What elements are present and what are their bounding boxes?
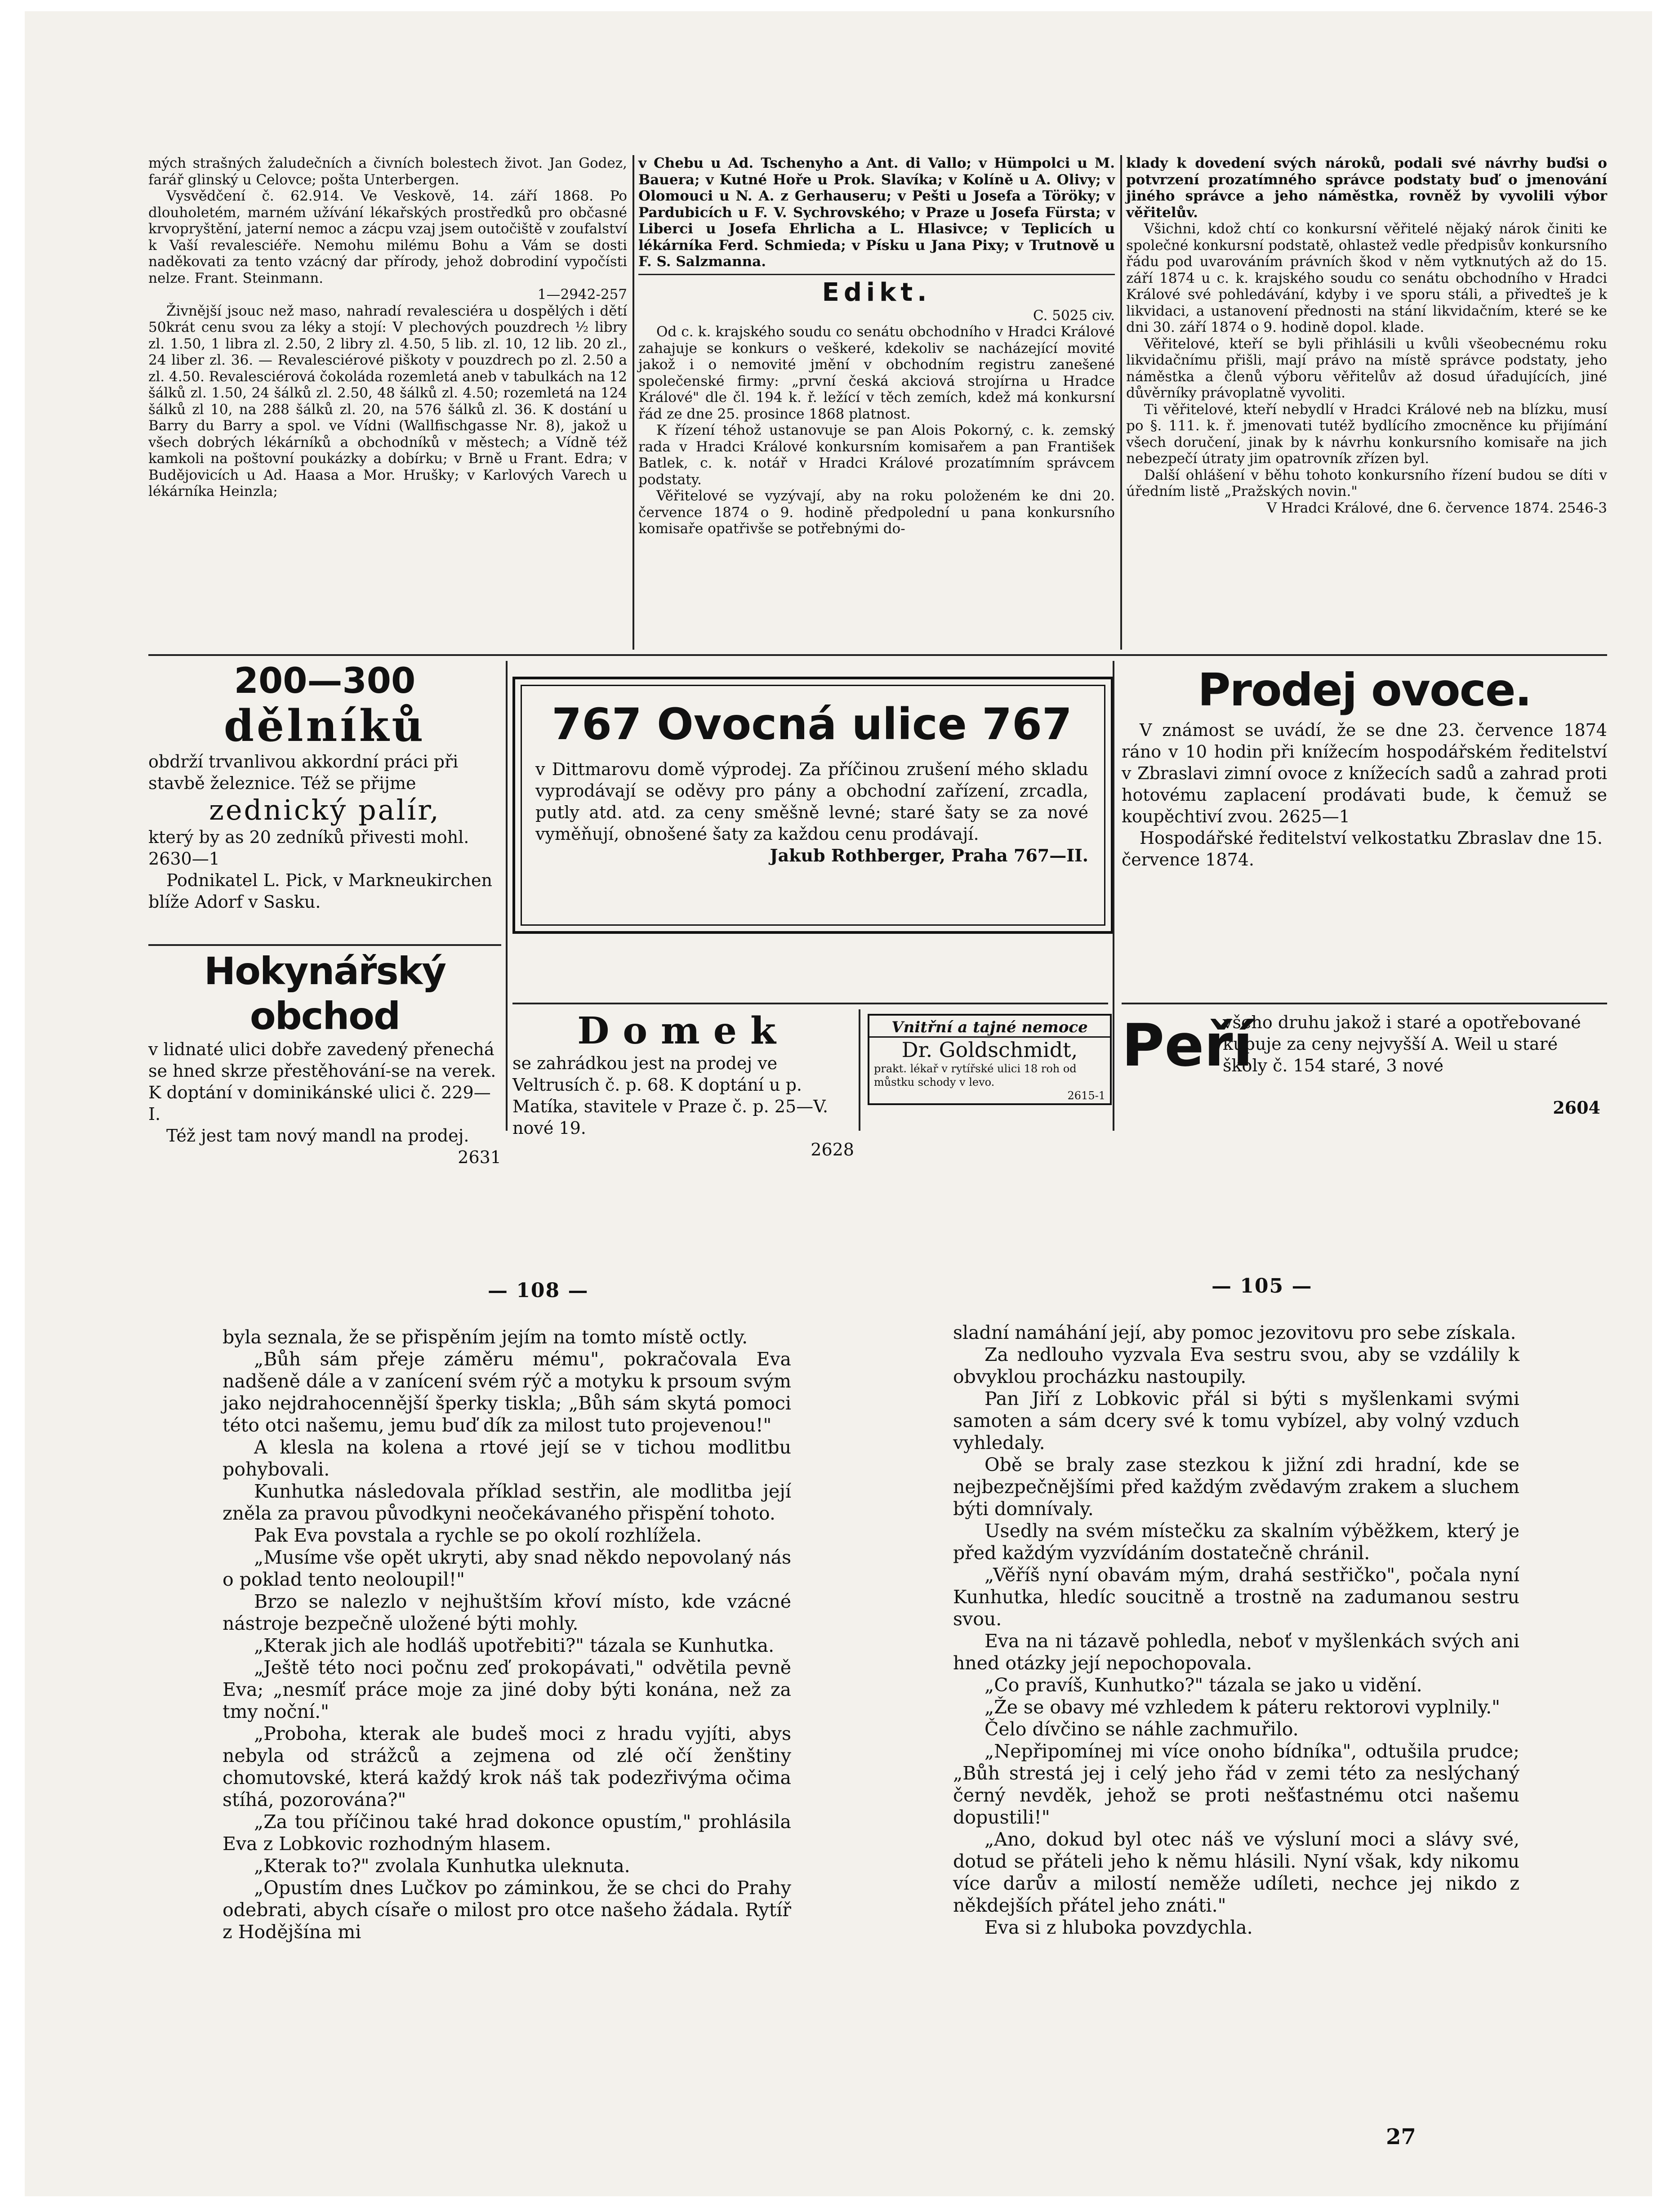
ad-fruit [1122,661,1607,870]
newspaper-page [25,11,1652,2196]
story-right-paragraph: Usedly na svém místečku za skalním výběžkem, který je před každým vyzvídáním dostatečně chránil. [953,1520,1519,1564]
col3-paragraph-6: V Hradci Králové, dne 6. července 1874. 2546-3 [1266,499,1607,516]
edikt-number: C. 5025 civ. [1033,307,1115,324]
edikt-title: Edikt. [822,277,931,307]
story-right-paragraph: „Věříš nyní obavám mým, drahá sestřičko", počala nyní Kunhutka, hledíc soucitně a trostně na zadumanou sestru svou. [953,1564,1519,1630]
column-divider [1120,155,1122,650]
ad-rule [512,1003,1108,1004]
fruit-text: V známost se uvádí, že se dne 23. července 1874 ráno v 10 hodin při knížecím hospodářském ředitelství v Zbraslavi zimní ovoce z knížecích sadů a zahrad proti hotovému zaplacení prodávati bude, k čemuž se koupěchtiví zvou. 2625—1 [1122,720,1607,826]
col3-paragraph-5: Další ohlášení v běhu tohoto konkursního řízení budou se díti v úředním listě „Pražských novin." [1126,467,1607,499]
feathers-code: 2604 [1553,1097,1600,1118]
ad-workers [148,661,501,913]
fruit-signature: Hospodářské ředitelství velkostatku Zbraslav dne 15. července 1874. [1122,828,1603,870]
workers-headline-3: zednický palír, [209,794,441,826]
workers-headline-2: dělníků [223,700,426,751]
workers-text-3: Podnikatel L. Pick, v Markneukirchen blíže Adorf v Sasku. [148,870,492,912]
col3-paragraph-3: Věřitelové, kteří se byli přihlásili u kvůli všeobecnému roku likvidačnímu přišli, mají právo na místě správce podstaty, jeho náměstka a členů výboru věřitelův až dosud úřadujících, jiné důvěrníky právoplatně vyvoliti. [1126,335,1607,401]
ovocna-signature: Jakub Rothberger, Praha 767—II. [770,845,1088,865]
news-column-2 [638,155,1115,537]
ad-rule [148,944,501,946]
story-left-paragraph: Kunhutka následovala příklad sestřin, ale modlitba její zněla za pravou původkyni neočekávaného přispění tohoto. [223,1481,791,1524]
grocery-code: 2631 [458,1147,501,1167]
ad-ovocna [535,697,1088,866]
story-right-paragraph: Čelo dívčino se náhle zachmuřilo. [985,1718,1299,1740]
story-right-paragraph: „Že se obavy mé vzhledem k páteru rektorovi vyplnily." [985,1696,1500,1718]
news-column-3 [1126,155,1607,516]
story-right-paragraph: „Ano, dokud byl otec náš ve výsluní moci a slávy své, dotud se přáteli jeho k němu hlásili. Nyní však, kdy nikomu více darův a milostí neměže udíleti, nechce jej nikdo z někdejších přátel jeho znáti." [953,1828,1519,1916]
ad-divider [1113,661,1114,1131]
grocery-text-2: Též jest tam nový mandl na prodej. [166,1126,469,1146]
workers-headline-1: 200—300 [234,661,416,701]
col3-paragraph-4: Ti věřitelové, kteří nebydlí v Hradci Králové neb na blízku, musí po §. 111. k. ř. jmenovati tutéž bydlícího zmocněnce ku přijímání všech doručení, jinak by k návrhu konkursního komisaře na jich nebezpečí útraty jim opatrovník zřízen byl. [1126,401,1607,467]
feathers-headline: Peří [1122,1011,1253,1079]
story-left-paragraph: A klesla na kolena a rtové její se v tichou modlitbu pohybovali. [223,1436,791,1480]
doctor-text: prakt. lékař v rytířské ulici 18 roh od můstku schody v levo. [874,1062,1077,1088]
ovocna-headline: 767 Ovocná ulice 767 [552,699,1072,749]
ad-feathers [1122,1012,1607,1124]
story-right-paragraph: Pan Jiří z Lobkovic přál si býti s myšlenkami svými samoten a sám dcery své k tomu vybízel, aby volný vzduch vyhledaly. [953,1388,1519,1454]
grocery-text: v lidnaté ulici dobře zavedený přenechá se hned skrze přestěhování-se na verek. K doptání v dominikánské ulici č. 229—I. [148,1039,496,1124]
edikt-paragraph-2: K řízení téhož ustanovuje se pan Alois Pokorný, c. k. zemský rada v Hradci Králové konkursním komisařem a pan František Batlek, c. k. notář v Hradci Králové prozatímním správcem podstaty. [638,422,1115,488]
ad-grocery [148,949,501,1168]
house-code: 2628 [811,1140,854,1160]
left-page-number: — 108 — [488,1279,589,1302]
story-left-paragraph: Pak Eva povstala a rychle se po okolí rozhlížela. [254,1525,702,1546]
col3-paragraph-1: klady k dovedení svých nároků, podali své návrhy buďsi o potvrzení prozatímného správce podstaty buď o jmenování jiného správce a jeho náměstka, rovněž by vyvolili výbor věřitelův. [1126,155,1607,221]
col1-paragraph-1: mých strašných žaludečních a čivních bolestech život. Jan Godez, farář glinský u Celovce; pošta Unterbergen. [148,155,627,188]
workers-text-2: který by as 20 zedníků přivesti mohl. 2630—1 [148,827,469,869]
story-right-column [953,1322,1519,1939]
story-left-paragraph: „Kterak jich ale hodláš upotřebiti?" tázala se Kunhutka. [254,1635,775,1656]
col1-paragraph-2: Vysvědčení č. 62.914. Ve Veskově, 14. září 1868. Po dlouholetém, marném užívání lékařských prostředků pro občasné krvopryštění, jaterní nemoc a zácpu vzaj jsem outočiště v zoufalství k Vaší revalesciéře. Nemohu milému Bohu a Vám se dosti naděkovati za tento vzácný dar přírody, jehož dobrodiní vypočísti nelze. Frant. Steinmann. [148,188,627,286]
story-right-paragraph: Eva si z hluboka povzdychla. [985,1917,1253,1938]
house-text: se zahrádkou jest na prodej ve Veltrusích č. p. 68. K doptání u p. Matíka, stavitele v Praze č. p. 25—V. nové 19. [512,1053,829,1138]
story-left-paragraph: „Musíme vše opět ukryti, aby snad někdo nepovolaný nás o poklad tento neoloupil!" [223,1547,791,1590]
edikt-paragraph-3: Věřitelové se vyzývají, aby na roku položeném ke dni 20. července 1874 o 9. hodině předpolední u pana konkursního komisaře opatřivše se potřebnými do- [638,488,1115,537]
ad-doctor [868,1014,1112,1105]
story-right-paragraph: sladní namáhání její, aby pomoc jezovitovu pro sebe získala. [953,1322,1516,1343]
story-right-paragraph: Obě se braly zase stezkou k jižní zdi hradní, kde se nejbezpečnějšími před každým zvědavým zrakem a sluchem býti domnívaly. [953,1454,1519,1520]
column-divider [633,155,634,650]
doctor-code: 2615-1 [1067,1089,1105,1102]
corner-number: 27 [1386,2124,1416,2150]
story-left-paragraph: „Opustím dnes Lučkov po záminkou, že se chci do Prahy odebrati, abych císaře o milost pro otce našeho žádala. Rytíř z Hodějšína mi [223,1877,791,1943]
story-left-paragraph: „Bůh sám přeje záměru mému", pokračovala Eva nadšeně dále a v zanícení svém rýč a motyku k prsoum svým jako nejdrahocennější šperky tiskla; „Bůh sám skytá pomoci této otci našemu, jemu buď dík za milost tuto projevenou!" [223,1348,791,1436]
house-headline: Domek [577,1009,789,1052]
ad-divider [506,661,508,1131]
story-right-paragraph: „Nepřipomínej mi více onoho bídníka", odtušila prudce; „Bůh strestá jej i celý jeho řád v zemi této za neslýchaný černý nevděk, jehož se proti nešťastnému otci našemu dopustili!" [953,1740,1519,1828]
story-left-paragraph: „Ještě této noci počnu zeď prokopávati," odvětila pevně Eva; „nesmíť práce moje za jiné doby býti konána, než za tmy noční." [223,1657,791,1722]
grocery-headline: Hokynářský obchod [204,949,446,1038]
story-left-paragraph: „Za tou příčinou také hrad dokonce opustím," prohlásila Eva z Lobkovic rozhodným hlasem. [223,1811,791,1855]
story-right-paragraph: „Co pravíš, Kunhutko?" tázala se jako u vidění. [985,1674,1422,1696]
doctor-name: Dr. Goldschmidt, [901,1038,1078,1062]
ad-rule [1122,1003,1607,1004]
ad-ovocna-frame [512,677,1114,934]
fruit-headline: Prodej ovoce. [1198,664,1531,716]
story-right-paragraph: Za nedlouho vyzvala Eva sestru svou, aby se vzdálily k obvyklou procházku nastoupily. [953,1344,1519,1387]
col2-top-paragraph: v Chebu u Ad. Tschenyho a Ant. di Vallo; v Hümpolci u M. Bauera; v Kutné Hoře u Prok. Slavíka; v Kolíně u A. Olivy; v Olomouci u N. A. z Gerhauseru; v Pešti u Josefa a Töröky; v Pardubicích u F. V. Sychrovského; v Praze u Josefa Fürsta; v Liberci u Josefa Ehrlicha a L. Hlasivce; v Teplicích u lékárníka Ferd. Schmieda; v Písku u Jana Pixy; v Trutnově u F. S. Salzmanna. [638,155,1115,270]
feathers-text: všeho druhu jakož i staré a opotřebované kupuje za ceny nejvyšší A. Weil u staré školy č. 154 staré, 3 nové [1223,1012,1581,1075]
ad-house [512,1009,854,1160]
ovocna-text: v Dittmarovu domě výprodej. Za příčinou zrušení mého skladu vyprodávají se oděvy pro pány a obchodní zařízení, zrcadla, putly atd. atd. za ceny směšně levné; staré šaty se za nové vyměňují, obnošené šaty za každou cenu prodávají. [535,759,1088,844]
section-rule [148,654,1607,656]
right-page-number: — 105 — [1212,1275,1313,1298]
col3-paragraph-2: Všichni, kdož chtí co konkursní věřitelé nějaký nárok činiti ke společné konkursní podstatě, ohlastež vedle předpisův konkursního řádu pod uvarováním právních škod v něm vytknutých až do 15. září 1874 u c. k. krajského soudu co senátu obchodního v Hradci Králové své pohledávání, kdyby i ve sporu stáli, a přivedteš je k likvidaci, a ustanovení přednosti na stání likvidačním, které se ke dni 30. září 1874 o 9. hodině dopol. klade. [1126,221,1607,335]
news-column-1 [148,155,627,500]
story-right-paragraph: Eva na ni tázavě pohledla, neboť v myšlenkách svých ani hned otázky její nepochopovala. [953,1630,1519,1674]
story-left-paragraph: byla seznala, že se přispěním jejím na tomto místě octly. [223,1326,748,1348]
ad-divider [859,1009,860,1131]
col1-code: 1—2942-257 [537,286,627,303]
col1-paragraph-3: Živnější jsouc než maso, nahradí revalesciéra u dospělých i dětí 50krát cenu svou za léky a stojí: V plechových pouzdrech ½ libry zl. 1.50, 1 libra zl. 2.50, 2 libry zl. 4.50, 5 lib. zl. 10, 12 lib. 20 zl., 24 liber zl. 36. — Revalesciérové piškoty v pouzdrech po zl. 2.50 a zl. 4.50. Revalesciérová čokoláda rozemletá aneb v tabulkách na 12 šálků zl. 1.50, 24 šálků zl. 2.50, 48 šálků zl. 4.50; rozemletá na 124 šálků zl 10, na 288 šálků zl. 20, na 576 šálků zl. 36. K dostání u Barry du Barry a spol. ve Vídni (Wallfischgasse Nr. 8), jakož u všech dobrých lékárníků a obchodníků v městech; a Vídně též kamkoli na poštovní poukázky a dobírku; v Brně u Frant. Edra; v Budějovicích u Ad. Haasa a Mor. Hrušky; v Karlových Varech u lékárníka Heinzla; [148,303,627,499]
story-left-paragraph: „Kterak to?" zvolala Kunhutka uleknuta. [254,1855,630,1877]
story-left-paragraph: Brzo se nalezlo v nejhuštším křoví místo, kde vzácné nástroje bezpečně uložené býti mohly. [223,1591,791,1634]
edikt-paragraph-1: Od c. k. krajského soudu co senátu obchodního v Hradci Králové zahajuje se konkurs o veškeré, kdekoliv se nacházející movité jakož i o nemovité jmění v obchodním registru zanešené společenské firmy: „první česká akciová strojírna u Hradce Králové" dle čl. 194 k. ř. ležící v těch zemích, kdež má konkursní řád ze dne 25. prosince 1868 platnost. [638,324,1115,422]
doctor-headline: Vnitřní a tajné nemoce [869,1018,1110,1038]
story-left-column [223,1326,791,1943]
story-left-paragraph: „Proboha, kterak ale budeš moci z hradu vyjíti, abys nebyla od strážců a zejmena od zlé očí ženštiny chomutovské, která každý krok náš tak podezřivýma očima stíhá, pozorována?" [223,1723,791,1811]
workers-text-1: obdrží trvanlivou akkordní práci při stavbě železnice. Též se přijme [148,752,459,793]
